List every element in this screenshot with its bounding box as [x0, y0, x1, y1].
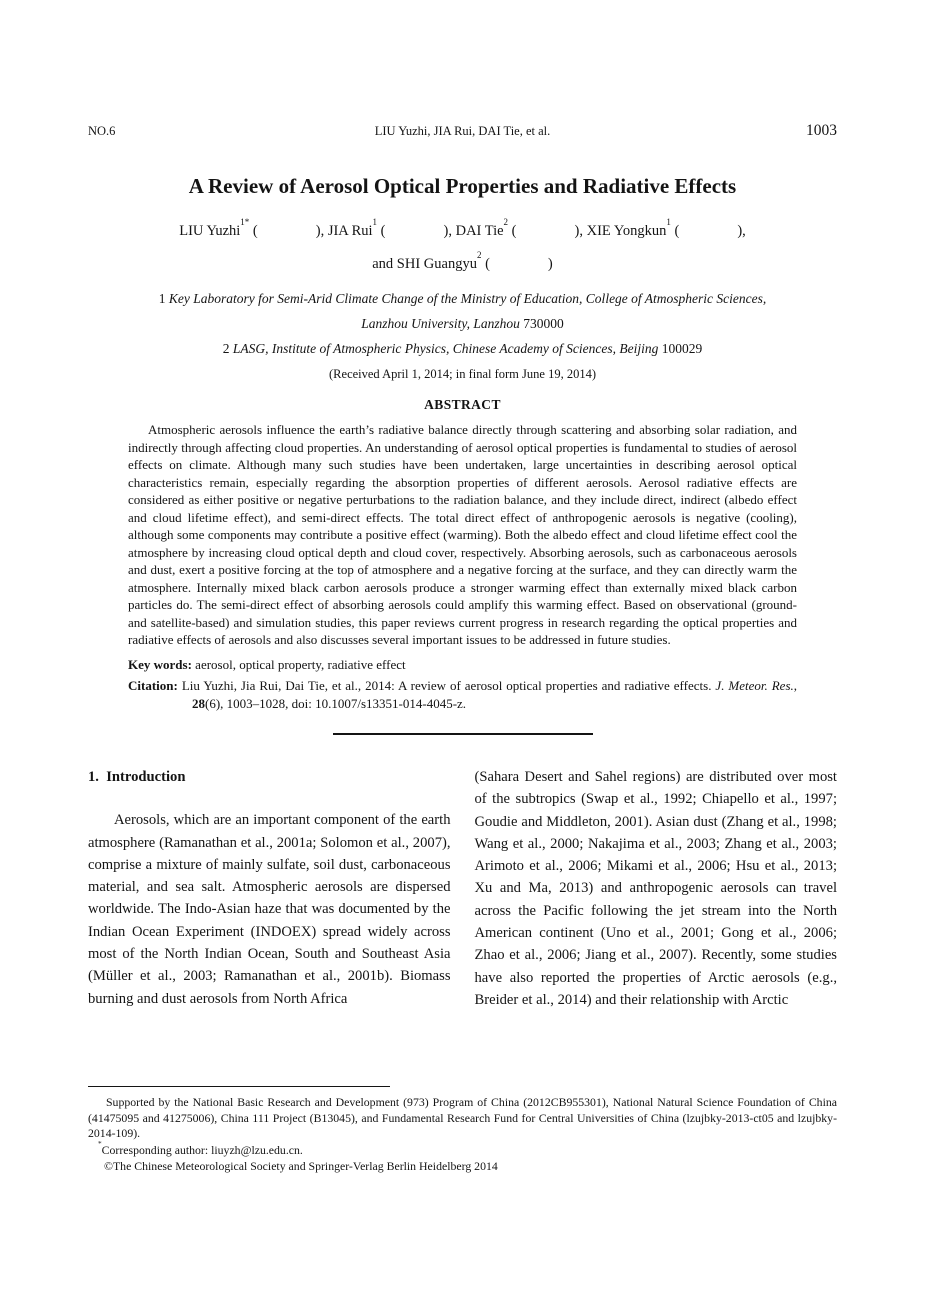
journal-name: J. Meteor. Res. [715, 678, 794, 693]
asterisk-mark: * [98, 1138, 102, 1148]
body-columns [88, 766, 837, 1011]
author-affiliation-mark: 2 [476, 250, 482, 261]
affiliation-postcode: 730000 [523, 316, 564, 331]
keywords-text: aerosol, optical property, radiative effect [195, 656, 406, 672]
author-affiliation-mark: 1* [240, 217, 250, 228]
author [455, 217, 587, 239]
received-line: (Received April 1, 2014; in final form June 19, 2014) [329, 367, 596, 381]
volume-number: 28 [192, 695, 205, 711]
author-native-name-slot: ( ) [481, 256, 553, 272]
authors-line-1 [88, 217, 837, 240]
left-column [88, 766, 451, 1011]
front-matter-divider [333, 733, 593, 735]
authors-line-2 [88, 250, 837, 273]
paper-title: A Review of Aerosol Optical Properties and Radiative Effects [188, 174, 737, 198]
right-column [475, 766, 838, 1011]
affiliation-text: LASG, Institute of Atmospheric Physics, Chinese Academy of Sciences, Beijing [232, 341, 659, 356]
body-paragraph: (Sahara Desert and Sahel regions) are distributed over most of the subtropics (Swap et al., 1992; Chiapello et al., 1997; Goudie and Middleton, 2001). Asian dust (Zhang et al., 1998; Wang et al., 2000; Nakajima et al., 2003; Zhang et al., 2003; Arimoto et al., 2006; Mikami et al., 2006; Hsu et al., 2013; Xu and Ma, 2013) and anthropogenic aerosols can travel across the Pacific following the jet stream into the North American continent (Uno et al., 2001; Gong et al., 2006; Zhao et al., 2006; Jiang et al., 2007). Recently, some studies have also reported the properties of Arctic aerosols (e.g., Breider et al., 2014) and their relationship with Arctic [474, 769, 837, 1008]
author-name: JIA Rui [327, 223, 373, 239]
author-name: LIU Yuzhi [179, 223, 241, 239]
keywords-line [128, 656, 797, 674]
abstract-heading: ABSTRACT [424, 397, 501, 412]
footnote-corresponding [88, 1138, 837, 1159]
affiliations [88, 286, 837, 361]
author-native-name-slot: ( ), [377, 223, 456, 239]
footnote-block [88, 1086, 837, 1175]
author-native-name-slot: ( ), [508, 223, 587, 239]
affiliation-text: Lanzhou University, Lanzhou [361, 316, 520, 331]
corresponding-author-text: Corresponding author: liuyzh@lzu.edu.cn. [101, 1142, 303, 1157]
affiliation-text: Key Laboratory for Semi-Arid Climate Change of the Ministry of Education, College of Atmospheric Sciences, [168, 291, 767, 306]
affiliation-1-line-2 [88, 311, 837, 336]
keywords-label: Key words: [128, 656, 192, 672]
running-head: LIU Yuzhi, JIA Rui, DAI Tie, et al. [374, 124, 551, 138]
affiliation-postcode: 100029 [661, 341, 703, 356]
citation-label: Citation: [128, 678, 178, 693]
footnote-funding: Supported by the National Basic Research and Development (973) Program of China (2012CB955301), National Natural Science Foundation of China (41475095 and 41275006), China 111 Project (B13045), and Fundamental Research Fund for Central Universities of China (lzujbky-2013-ct05 and lzujbky-2014-109). [88, 1095, 837, 1141]
footnote-divider [88, 1086, 390, 1087]
affiliation-number: 1 [158, 291, 166, 306]
citation-text: Liu Yuzhi, Jia Rui, Dai Tie, et al., 2014: A review of aerosol optical properties and radiative effects. [181, 678, 716, 693]
abstract-text: Atmospheric aerosols influence the earth’s radiative balance directly through scattering and absorbing solar radiation, and indirectly through affecting cloud properties. An understanding of aerosol optical properties is fundamental to studies of aerosol effects on climate. Although many such studies have been undertaken, large uncertainties in describing aerosol optical characteristics remain, especially regarding the absorption properties of different aerosols. Aerosol radiative effects are considered as either positive or negative perturbations to the radiation balance, and they include direct, indirect (albedo effect and cloud lifetime effect), and semi-direct effects. The total direct effect of anthropogenic aerosols is negative (cooling), although some components may contribute a positive effect (warming). Both the albedo effect and cloud lifetime effect cool the atmosphere by increasing cloud optical depth and cloud cover, respectively. Absorbing aerosols, such as carbonaceous aerosols and dust, exert a positive forcing at the top of atmosphere and a negative forcing at the surface, and they can directly warm the atmosphere. Internally mixed black carbon aerosols produce a stronger warming effect than externally mixed black carbon particles do. The semi-direct effect of absorbing aerosols could amplify this warming effect. Based on observational (ground- and satellite-based) and simulation studies, this paper reviews current progress in research regarding the optical properties and radiative effects of aerosols and also discusses several important issues to be addressed in future studies. [128, 422, 797, 647]
affiliation-1-line-1 [88, 286, 837, 311]
author [179, 217, 328, 239]
author [586, 217, 746, 239]
author-native-name-slot: ( ), [670, 223, 746, 239]
citation-line [128, 677, 797, 712]
issue-number: NO.6 [88, 124, 116, 138]
section-heading-introduction: 1. Introduction [88, 769, 186, 785]
page-header [88, 122, 837, 140]
citation-text: , [793, 678, 798, 693]
author-name: DAI Tie [455, 223, 504, 239]
author-native-name-slot: ( ), [249, 223, 328, 239]
footnote-copyright: ©The Chinese Meteorological Society and Springer-Verlag Berlin Heidelberg 2014 [104, 1159, 498, 1174]
author-affiliation-mark: 1 [372, 217, 378, 228]
abstract-block [128, 421, 797, 712]
citation-text: (6), 1003–1028, doi: 10.1007/s13351-014-4045-z. [205, 695, 467, 711]
author-affiliation-mark: 1 [666, 217, 671, 228]
author [372, 250, 553, 272]
affiliation-2 [88, 336, 837, 361]
affiliation-number: 2 [222, 341, 230, 356]
author-name: XIE Yongkun [586, 223, 667, 239]
author-affiliation-mark: 2 [503, 217, 509, 228]
body-paragraph: Aerosols, which are an important component of the earth atmosphere (Ramanathan et al., 2001a; Solomon et al., 2007), comprise a mixture of mainly sulfate, soil dust, carbonaceous material, and sea salt. Atmospheric aerosols are dispersed worldwide. The Indo-Asian haze that was documented by the Indian Ocean Experiment (INDOEX) spread widely across most of the North Indian Ocean, South and Southeast Asia (Müller et al., 2003; Ramanathan et al., 2001b). Biomass burning and dust aerosols from North Africa [88, 812, 451, 1007]
page-number: 1003 [806, 122, 837, 139]
author-name: and SHI Guangyu [372, 256, 477, 272]
author [327, 217, 456, 239]
